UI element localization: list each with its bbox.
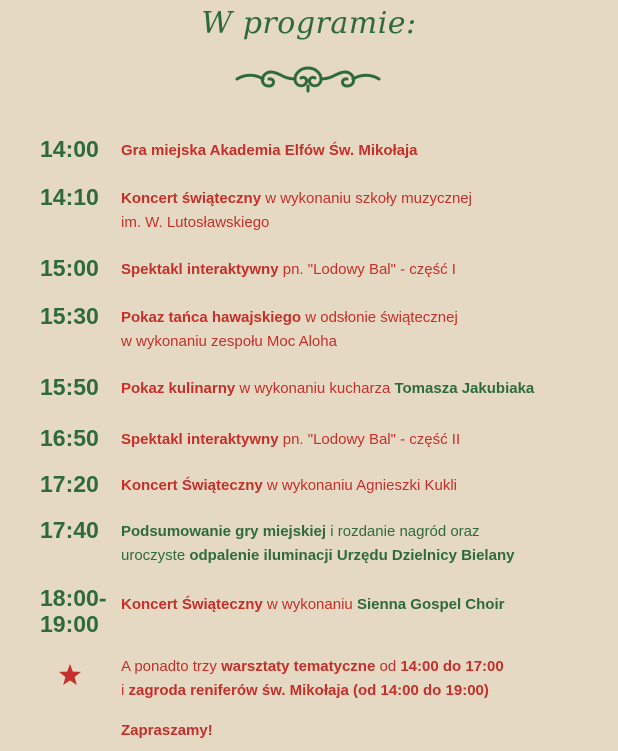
schedule-time: 14:00 (40, 136, 99, 162)
text-segment: 14:00 do 17:00 (400, 658, 504, 675)
text-segment: zagroda reniferów św. Mikołaja (od 14:00 do 19:00) (128, 682, 489, 699)
text-segment: i (121, 682, 129, 699)
schedule-description (121, 520, 591, 568)
text-segment: w wykonaniu Agnieszki Kukli (262, 477, 457, 494)
schedule-description (121, 593, 591, 617)
page-title: W programie: (201, 6, 417, 41)
text-segment: w wykonaniu szkoły muzycznej (261, 190, 472, 207)
star-icon (58, 663, 82, 687)
text-segment: od (375, 658, 401, 675)
schedule-description (121, 187, 591, 235)
schedule-description (121, 377, 591, 401)
text-segment: Sienna Gospel Choir (356, 596, 505, 613)
extra-description (121, 655, 591, 703)
text-segment: im. W. Lutosławskiego (121, 214, 270, 231)
text-segment: Koncert świąteczny (121, 190, 262, 207)
text-segment: w wykonaniu kucharza (235, 380, 395, 397)
text-segment: w wykonaniu (262, 596, 357, 613)
schedule-description (121, 139, 591, 163)
text-segment: Koncert Świąteczny (121, 477, 263, 494)
text-segment: Gra miejska Akademia Elfów Św. Mikołaja (121, 142, 418, 159)
text-segment: Pokaz kulinarny (121, 380, 236, 397)
text-segment: w odsłonie świątecznej (301, 309, 458, 326)
text-segment: Podsumowanie gry miejskiej (121, 523, 327, 540)
text-segment: A ponadto trzy (121, 658, 222, 675)
schedule-time: 16:50 (40, 425, 99, 451)
schedule-time: 18:00- 19:00 (40, 585, 107, 637)
schedule-time: 14:10 (40, 184, 99, 210)
flourish-ornament-icon (233, 64, 383, 94)
text-segment: odpalenie iluminacji Urzędu Dzielnicy Bielany (189, 547, 515, 564)
text-segment: Spektakl interaktywny (121, 431, 279, 448)
schedule-description (121, 428, 591, 452)
text-segment: Pokaz tańca hawajskiego (121, 309, 302, 326)
schedule-description (121, 258, 591, 282)
text-segment: i rozdanie nagród oraz (326, 523, 480, 540)
text-segment: w wykonaniu zespołu Moc Aloha (121, 333, 337, 350)
schedule-time: 15:50 (40, 374, 99, 400)
schedule-description (121, 474, 591, 498)
schedule-time: 15:00 (40, 255, 99, 281)
schedule-time: 17:20 (40, 471, 99, 497)
text-segment: warsztaty tematyczne (221, 658, 376, 675)
invitation-text: Zapraszamy! (121, 722, 213, 739)
schedule-description (121, 306, 591, 354)
schedule-time: 17:40 (40, 517, 99, 543)
schedule-time: 15:30 (40, 303, 99, 329)
text-segment: Koncert Świąteczny (121, 596, 263, 613)
text-segment: pn. "Lodowy Bal" - część II (278, 431, 461, 448)
text-segment: uroczyste (121, 547, 190, 564)
text-segment: Tomasza Jakubiaka (394, 380, 535, 397)
text-segment: pn. "Lodowy Bal" - część I (278, 261, 456, 278)
text-segment: Spektakl interaktywny (121, 261, 279, 278)
